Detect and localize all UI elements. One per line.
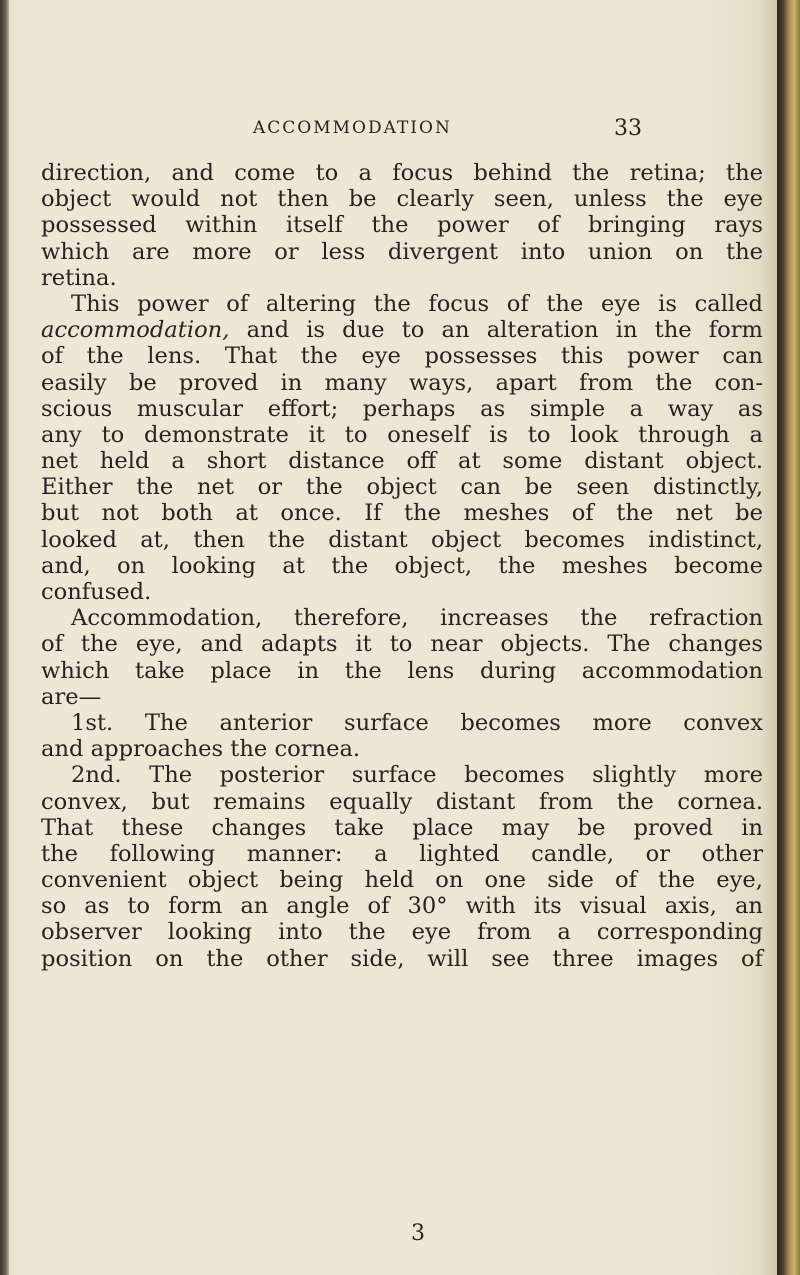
text-line: scious muscular effort; perhaps as simple a way as xyxy=(41,395,763,422)
text-line: 2nd. The posterior surface becomes slightly more xyxy=(71,762,763,789)
page-header xyxy=(0,118,780,148)
text-line: Accommodation, therefore, increases the refraction xyxy=(71,605,763,632)
text-line: of the eye, and adapts it to near objects. The changes xyxy=(41,631,763,658)
text-line: This power of altering the focus of the eye is called xyxy=(71,290,763,317)
signature-mark: 3 xyxy=(411,1221,425,1246)
text-line: object would not then be clearly seen, unless the eye xyxy=(41,186,763,213)
text-line: That these changes take place may be proved in xyxy=(41,814,763,841)
page-gutter-shadow xyxy=(0,0,9,1275)
text-line: are— xyxy=(41,683,102,710)
text-line: looked at, then the distant object becomes indistinct, xyxy=(41,526,763,553)
text-line: convenient object being held on one side of the eye, xyxy=(41,867,763,894)
text-line: which take place in the lens during accommodation xyxy=(41,657,763,684)
text-line: confused. xyxy=(41,579,152,605)
text-line: but not both at once. If the meshes of the net be xyxy=(41,500,763,527)
text-line: the following manner: a lighted candle, or other xyxy=(41,840,763,867)
text-line: possessed within itself the power of bringing rays xyxy=(41,212,763,239)
text-line: accommodation, and is due to an alteration in the form xyxy=(41,317,763,344)
page-edge-binding xyxy=(777,0,800,1275)
text-line: easily be proved in many ways, apart from the con- xyxy=(41,369,763,396)
page-number: 33 xyxy=(614,116,642,141)
text-line: observer looking into the eye from a corresponding xyxy=(41,919,763,946)
text-line: net held a short distance off at some distant object. xyxy=(41,448,763,475)
text-line: position on the other side, will see three images of xyxy=(41,945,763,972)
text-line: and, on looking at the object, the meshes become xyxy=(41,552,763,579)
text-line: of the lens. That the eye possesses this power can xyxy=(41,343,763,370)
body-text xyxy=(41,160,763,972)
text-line: so as to form an angle of 30° with its visual axis, an xyxy=(41,893,763,920)
text-line: retina. xyxy=(41,264,117,291)
text-line: and approaches the cornea. xyxy=(41,736,361,763)
text-line: Either the net or the object can be seen distinctly, xyxy=(41,474,763,501)
text-line: any to demonstrate it to oneself is to look through a xyxy=(41,421,763,448)
text-line: direction, and come to a focus behind the retina; the xyxy=(41,160,763,186)
text-line: convex, but remains equally distant from the cornea. xyxy=(41,788,763,815)
running-head: ACCOMMODATION xyxy=(253,118,452,138)
text-line: which are more or less divergent into union on the xyxy=(41,238,763,265)
text-line: 1st. The anterior surface becomes more convex xyxy=(71,709,763,736)
